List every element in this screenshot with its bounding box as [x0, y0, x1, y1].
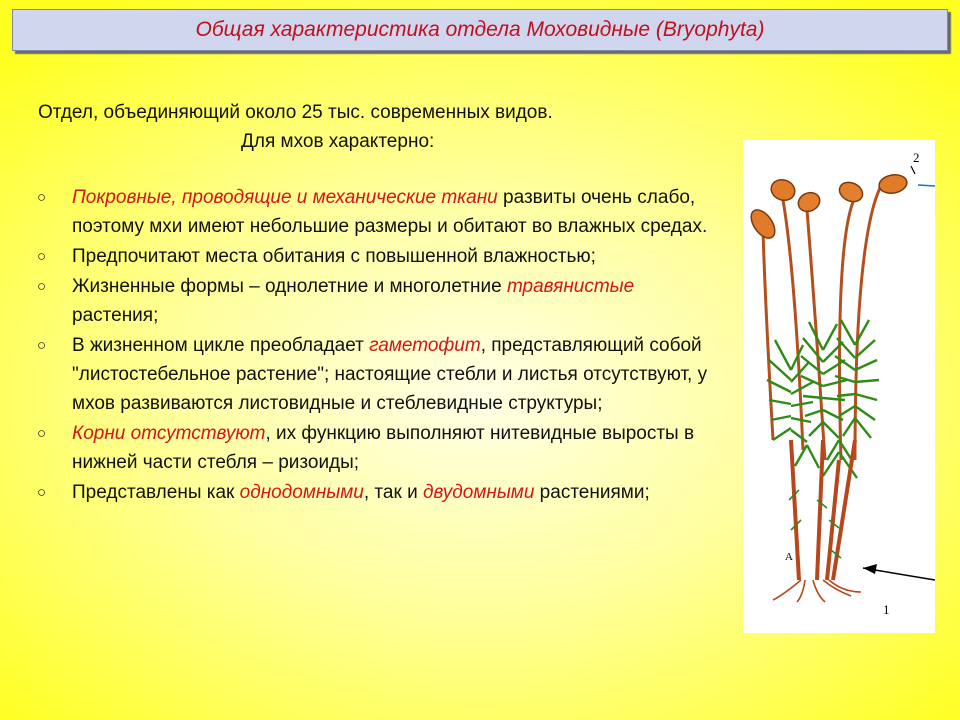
list-text: , их функцию выполняют нитевидные выросты в нижней части стебля – ризоиды;	[72, 423, 695, 473]
characteristics-list	[34, 183, 710, 508]
highlighted-term: двудомными	[422, 482, 535, 503]
list-item	[34, 419, 710, 477]
intro-line-2: Для мхов характерно:	[241, 131, 435, 152]
label-capsule: 2	[913, 150, 920, 165]
highlighted-term: Корни отсутствуют	[72, 423, 266, 444]
label-base: 1	[883, 602, 890, 617]
list-text: , так и	[363, 482, 423, 503]
intro-line-1: Отдел, объединяющий около 25 тыс. современных видов.	[38, 102, 553, 123]
bullet-icon: ○	[37, 484, 47, 501]
highlighted-term: гаметофит	[369, 335, 481, 356]
list-item	[34, 478, 710, 507]
list-text: , представляющий собой "листостебельное растение"; настоящие стебли и листья отсутствуют, у мхов развиваются листовидные и стеблевидные структуры;	[72, 335, 708, 414]
list-text: растениями;	[534, 482, 650, 503]
list-text: растения;	[72, 305, 159, 326]
label-letter: А	[785, 551, 793, 563]
list-item	[34, 242, 710, 271]
moss-illustration	[743, 140, 935, 633]
intro-text	[38, 98, 553, 156]
bullet-icon: ○	[37, 248, 47, 265]
highlighted-term: Покровные, проводящие и механические ткани	[72, 187, 498, 208]
moss-drawing	[743, 140, 935, 633]
title-bar	[12, 9, 948, 51]
list-item	[34, 272, 710, 330]
slide-title: Общая характеристика отдела Моховидные (Bryophyta)	[195, 18, 765, 41]
highlighted-term: однодомными	[239, 482, 364, 503]
list-item	[34, 183, 710, 241]
bullet-icon: ○	[37, 189, 47, 206]
list-item	[34, 331, 710, 418]
bullet-icon: ○	[37, 425, 47, 442]
highlighted-term: травянистые	[506, 276, 635, 297]
list-text: Предпочитают места обитания с повышенной влажностью;	[72, 246, 596, 267]
list-text: Жизненные формы – однолетние и многолетние	[72, 276, 507, 297]
list-text: развиты очень слабо, поэтому мхи имеют небольшие размеры и обитают во влажных средах.	[72, 187, 708, 237]
bullet-icon: ○	[37, 278, 47, 295]
list-text: Представлены как	[72, 482, 240, 503]
bullet-icon: ○	[37, 337, 47, 354]
list-text: В жизненном цикле преобладает	[72, 335, 370, 356]
